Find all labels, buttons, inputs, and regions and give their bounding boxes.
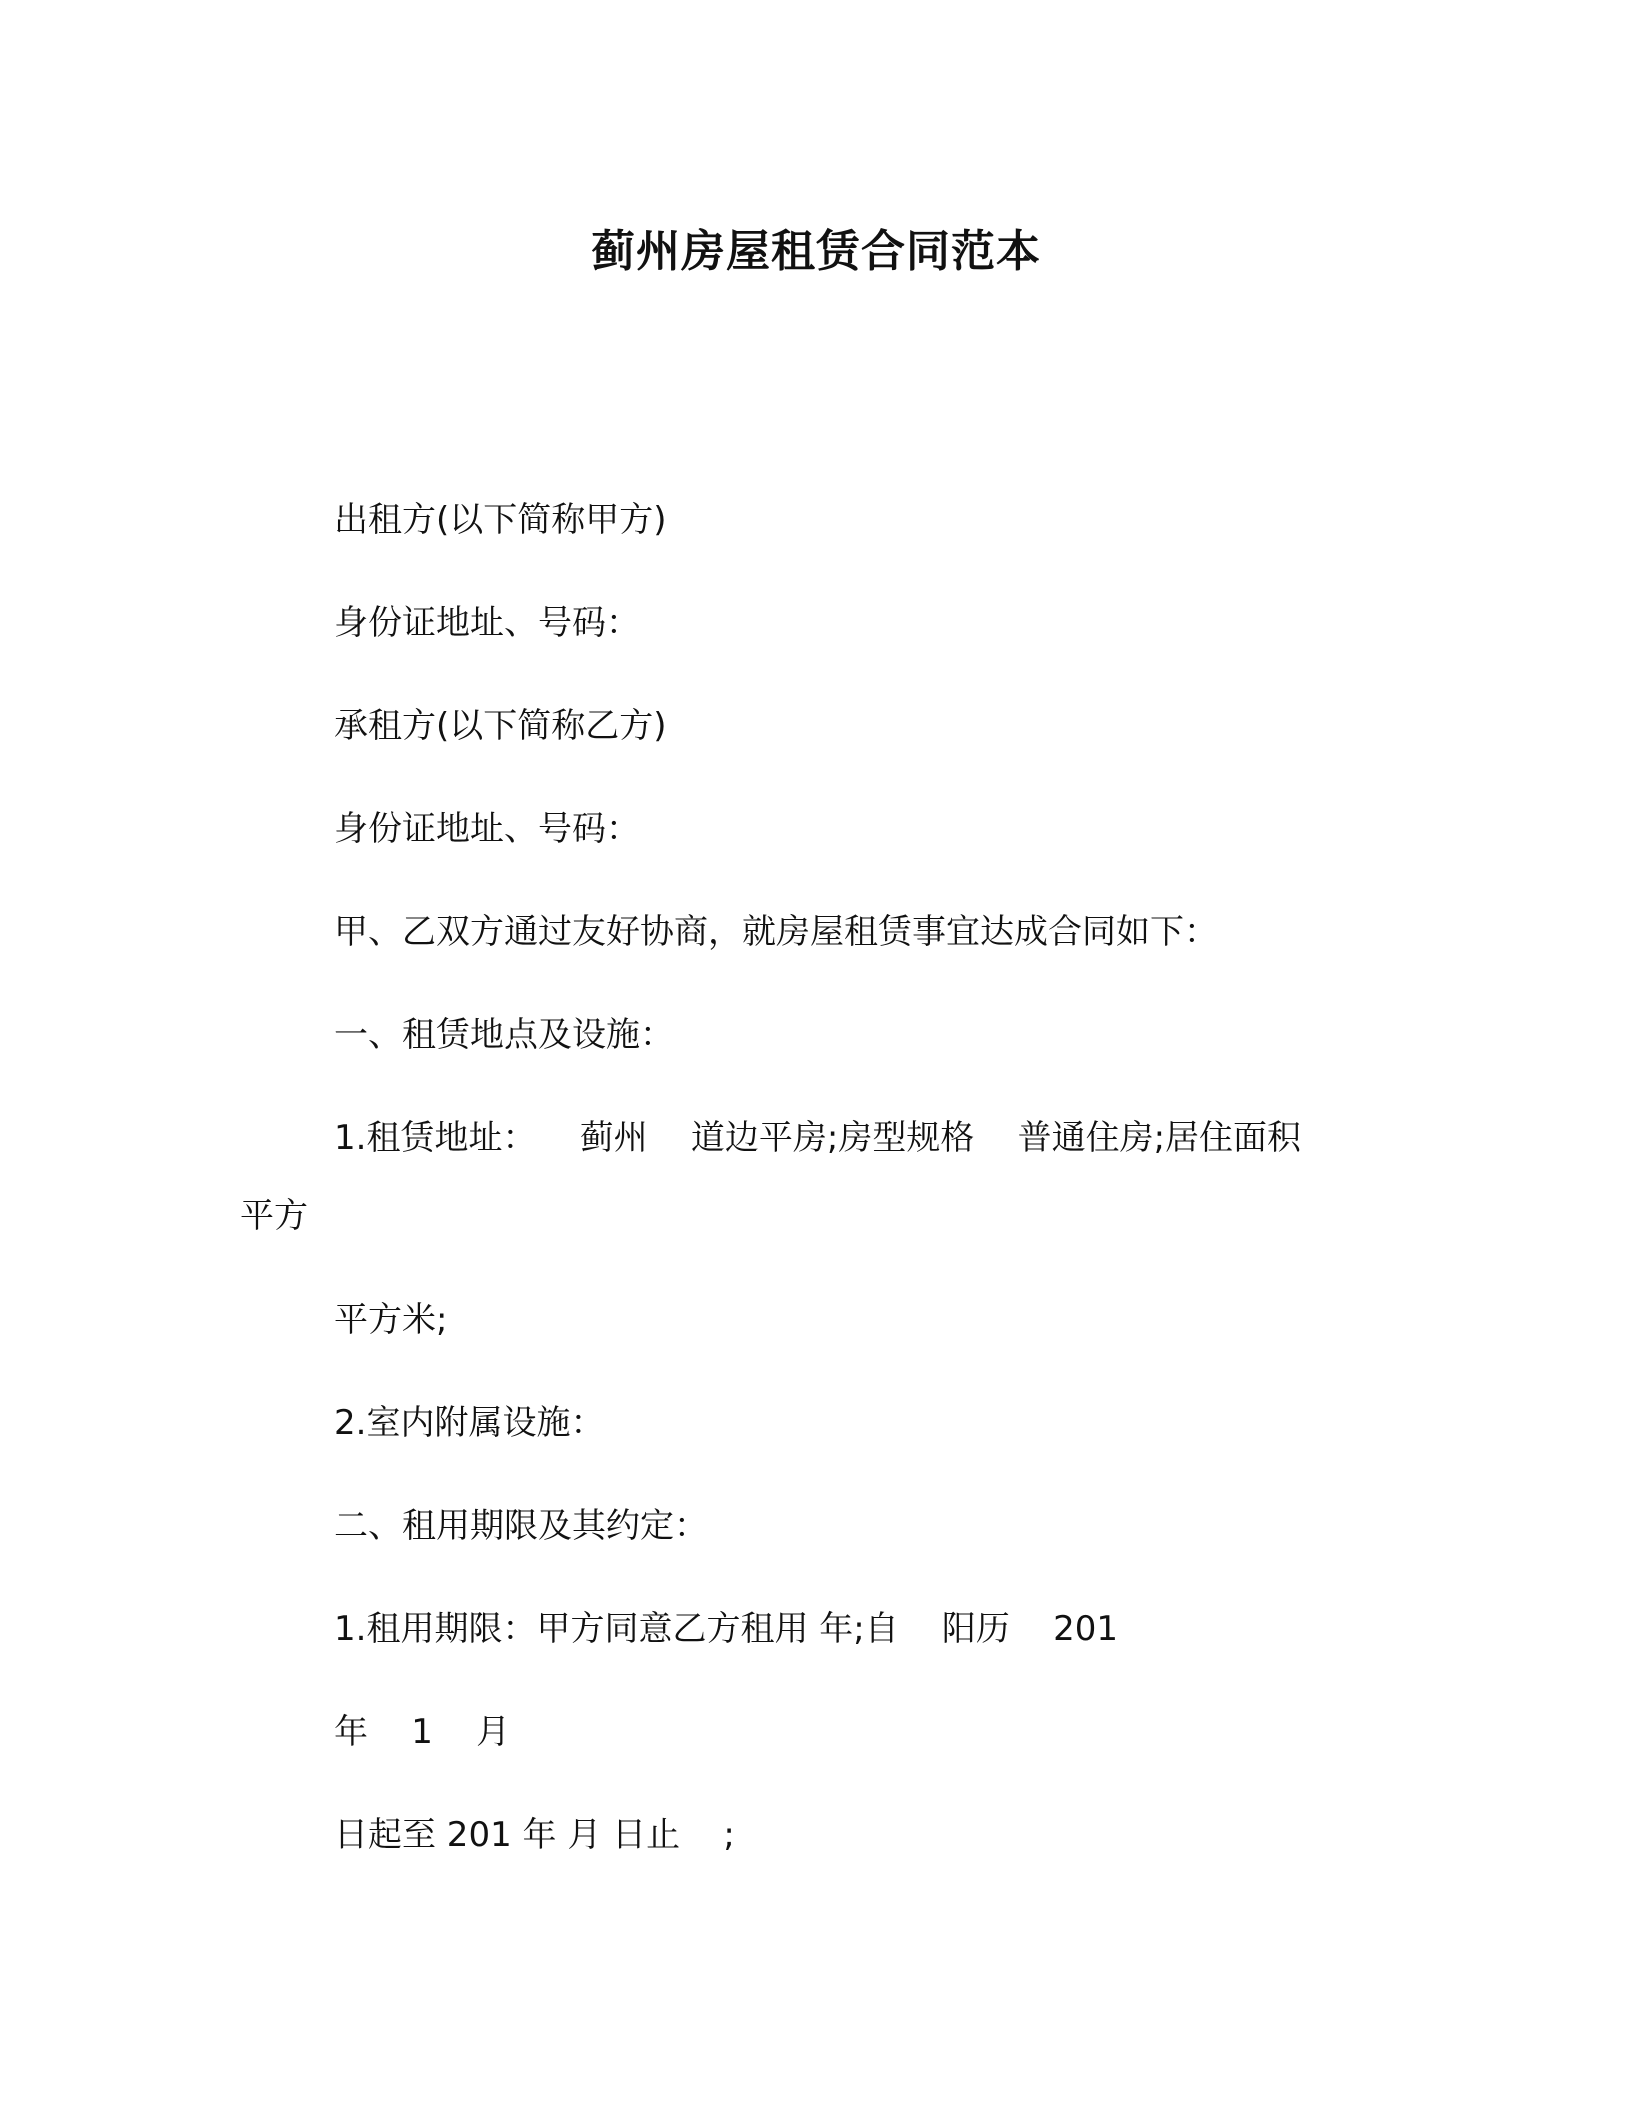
section-two-heading: 二、租用期限及其约定： (334, 1506, 708, 1546)
lessee-id-line: 身份证地址、号码： (334, 809, 640, 849)
lessor-id-line: 身份证地址、号码： (334, 603, 640, 643)
lease-end-date-line: 日起至 201 年 月 日止 ; (334, 1815, 735, 1855)
rental-address-line: 1.租赁地址： 蓟州 道边平房;房型规格 普通住房;居住面积 (334, 1118, 1302, 1158)
facilities-line: 2.室内附属设施： (334, 1403, 605, 1443)
lessor-line: 出租方(以下简称甲方) (334, 500, 667, 540)
agreement-intro-line: 甲、乙双方通过友好协商，就房屋租赁事宜达成合同如下： (334, 912, 1218, 952)
document-title: 蓟州房屋租赁合同范本 (591, 226, 1041, 277)
area-continuation-line: 平方 (240, 1196, 308, 1236)
lease-term-line: 1.租用期限：甲方同意乙方租用 年;自 阳历 201 (334, 1609, 1119, 1649)
section-one-heading: 一、租赁地点及设施： (334, 1015, 674, 1055)
lessee-line: 承租方(以下简称乙方) (334, 706, 667, 746)
area-unit-line: 平方米; (334, 1300, 448, 1340)
lease-start-month-line: 年 1 月 (334, 1712, 511, 1752)
